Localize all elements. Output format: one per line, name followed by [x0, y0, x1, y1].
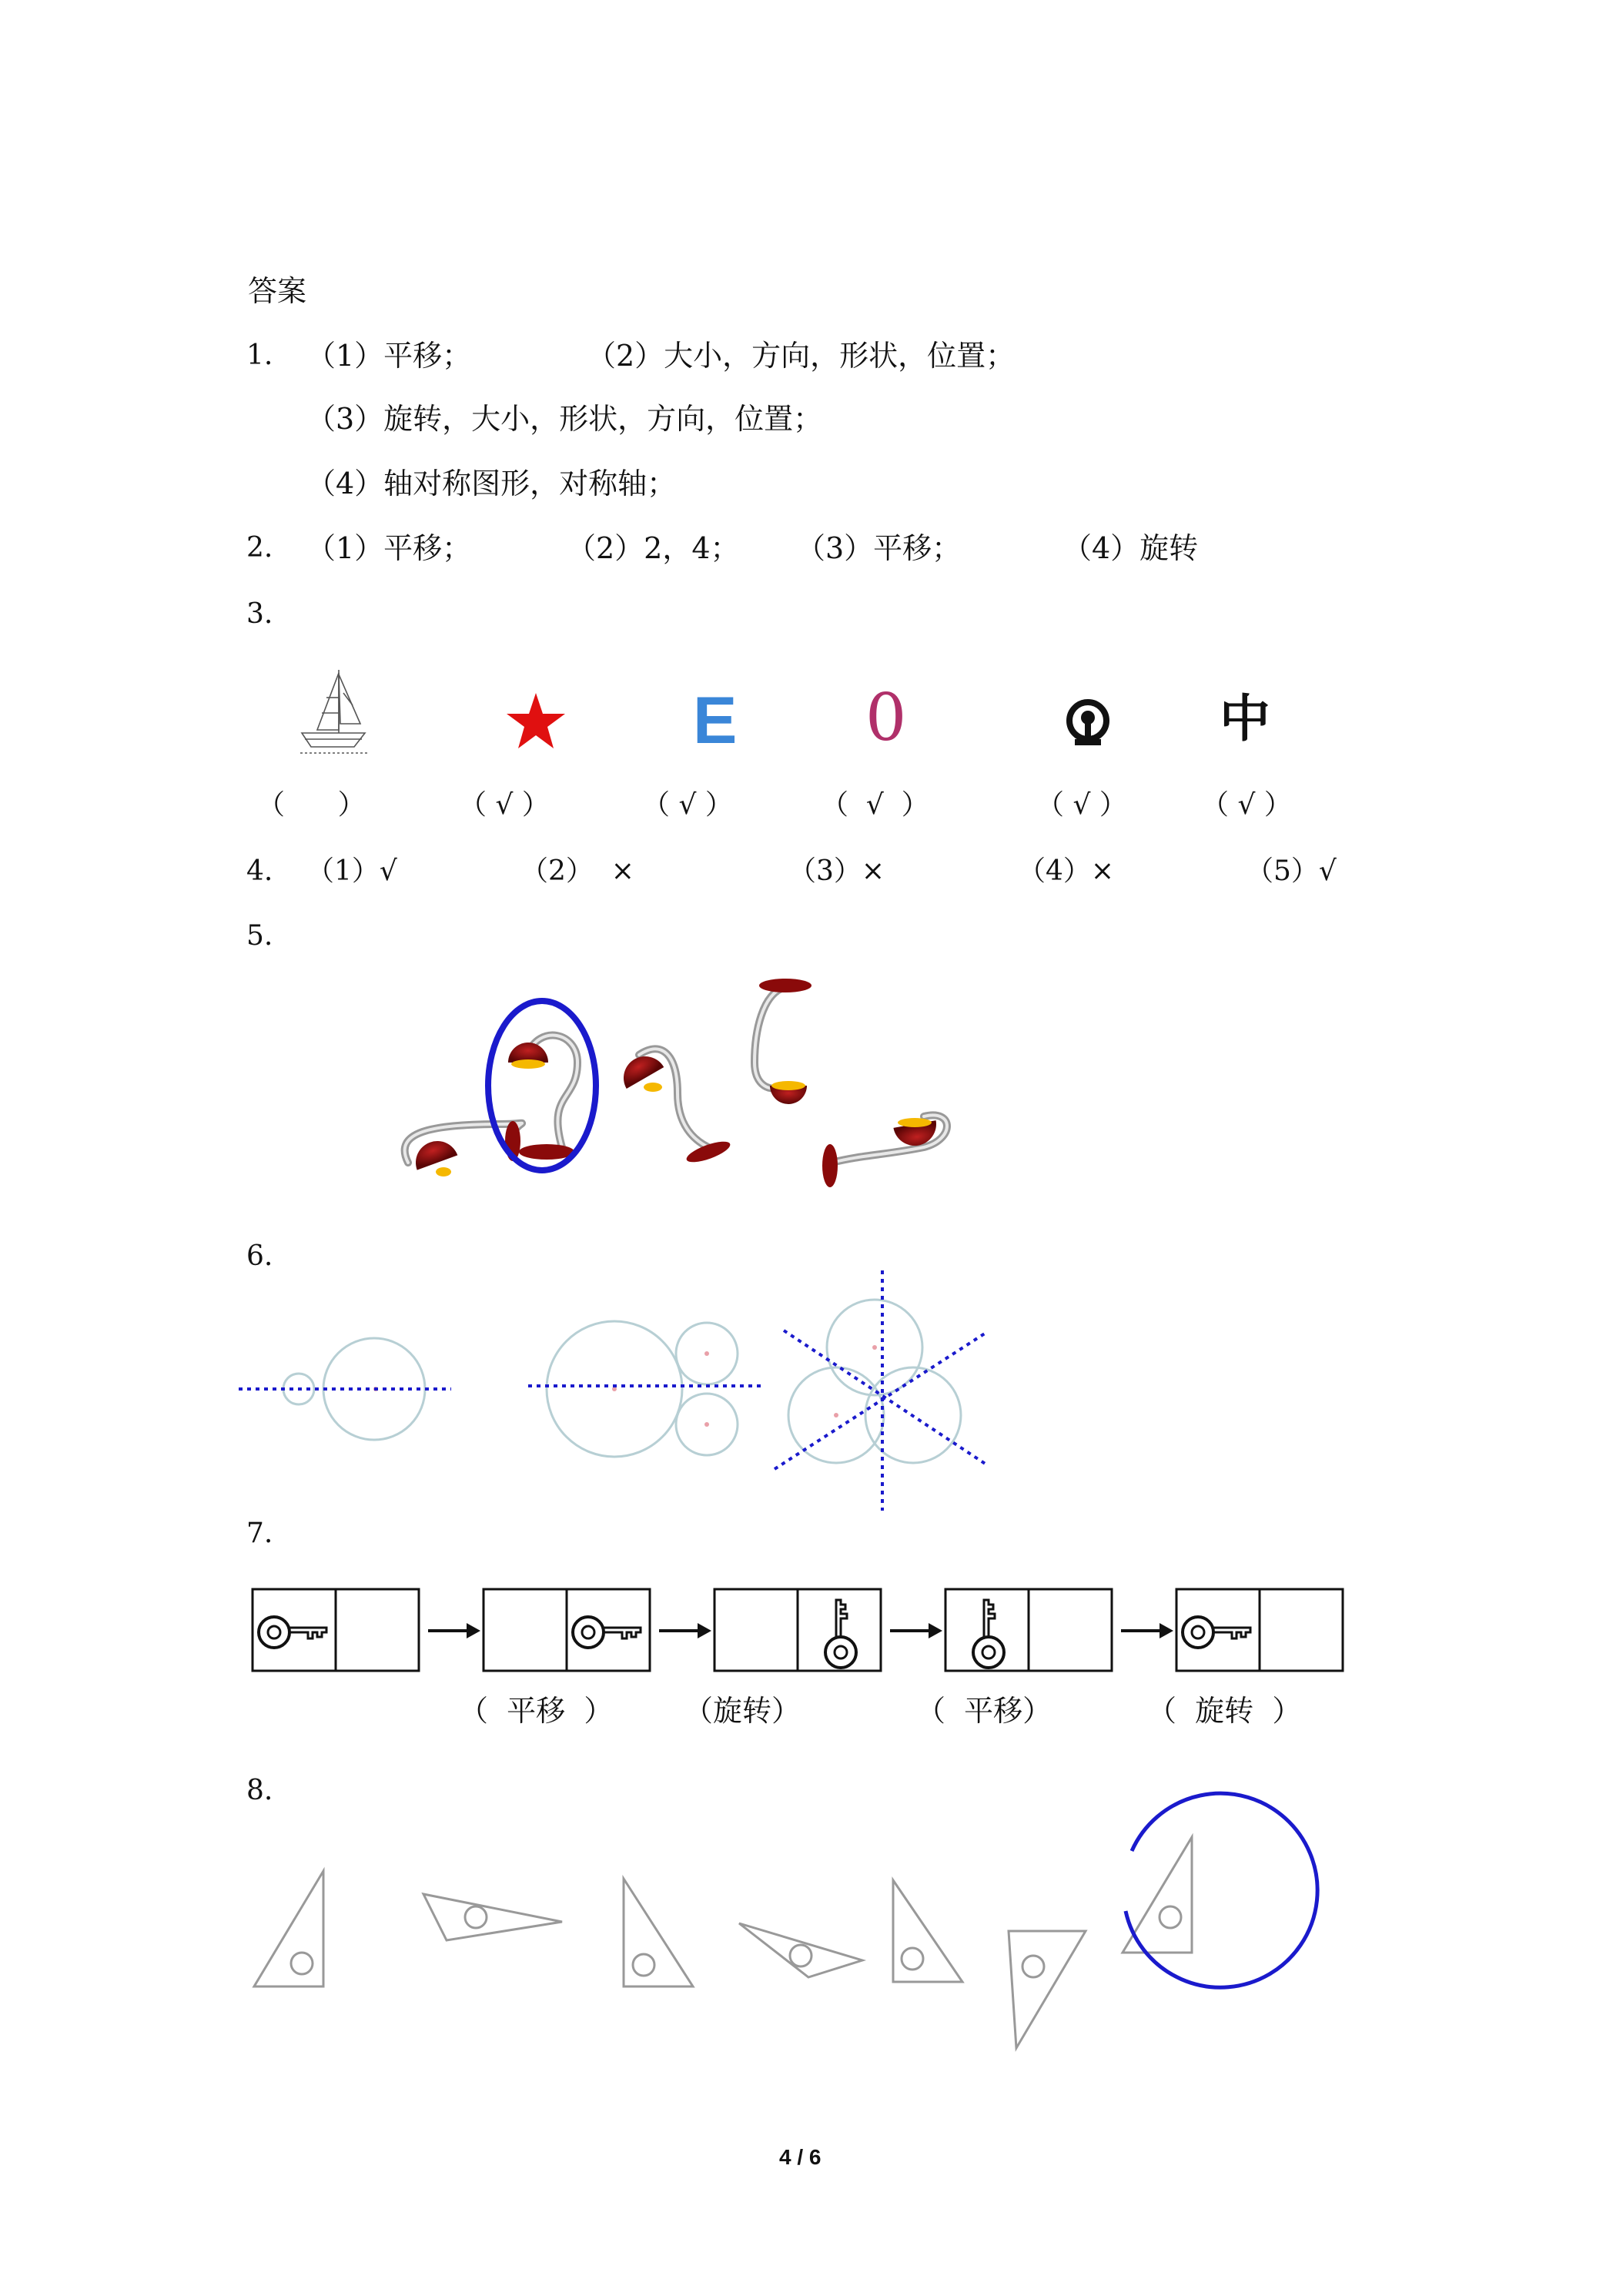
magenta-digit-zero: 0 [865, 680, 907, 755]
symmetry-circles-figure [231, 1263, 1016, 1509]
red-star-icon [505, 691, 567, 750]
q3-answer-4: （ √ ） [821, 789, 929, 821]
q3-number: 3. [246, 598, 273, 630]
q7-label-2: （旋转） [684, 1694, 801, 1728]
lamp-5 [822, 1115, 947, 1187]
railway-logo-icon [1062, 699, 1113, 750]
q7-label-3: （ 平移） [916, 1694, 1052, 1728]
q1-part1: （1）平移； [306, 339, 472, 373]
q4-number: 4. [246, 855, 273, 887]
lamp-4 [755, 979, 812, 1104]
sailboat-image [294, 667, 371, 756]
q5-number: 5. [246, 920, 273, 952]
page-heading: 答案 [248, 274, 307, 308]
q7-number: 7. [246, 1518, 273, 1549]
page-number: 4 / 6 [779, 2145, 822, 2169]
q1-part3: （3）旋转，大小，形状，方向，位置； [306, 402, 823, 436]
q1-number: 1. [246, 340, 273, 371]
q2-part1: （1）平移； [306, 531, 472, 565]
q3-answer-6: （ √ ） [1201, 789, 1292, 821]
annotation-circle [1126, 1793, 1317, 1987]
q8-number: 8. [246, 1775, 273, 1806]
q2-part4: （4）旋转 [1062, 531, 1199, 565]
q4-item-2: （2） × [520, 855, 634, 887]
q4-item-1: （1）√ [306, 855, 397, 887]
q7-label-1: （ 平移 ） [459, 1694, 614, 1728]
q2-number: 2. [246, 532, 273, 564]
q3-answer-5: （ √ ） [1036, 789, 1127, 821]
q3-answer-3: （ √ ） [642, 789, 733, 821]
q2-part3: （3）平移； [796, 531, 962, 565]
q1-part2: （2）大小，方向，形状，位置； [587, 339, 1016, 373]
lamp-3 [616, 1049, 733, 1166]
q4-item-3: （3）× [788, 855, 885, 887]
q6-number: 6. [246, 1240, 273, 1272]
q3-answer-1: （ ） [257, 789, 366, 821]
chinese-character-zhong: 中 [1220, 689, 1270, 748]
desk-lamps-figure [385, 970, 986, 1217]
blue-letter-e: E [693, 684, 738, 758]
q4-item-4: （4）× [1018, 855, 1115, 887]
q3-answer-2: （ √ ） [459, 789, 550, 821]
q7-label-4: （ 旋转 ） [1147, 1694, 1302, 1728]
q1-part4: （4）轴对称图形，对称轴； [306, 467, 677, 500]
q4-item-5: （5）√ [1246, 855, 1337, 887]
key-transformation-sequence [251, 1578, 1352, 1675]
set-square-triangles-figure [246, 1794, 1309, 2056]
q2-part2: （2）2，4； [567, 531, 740, 565]
